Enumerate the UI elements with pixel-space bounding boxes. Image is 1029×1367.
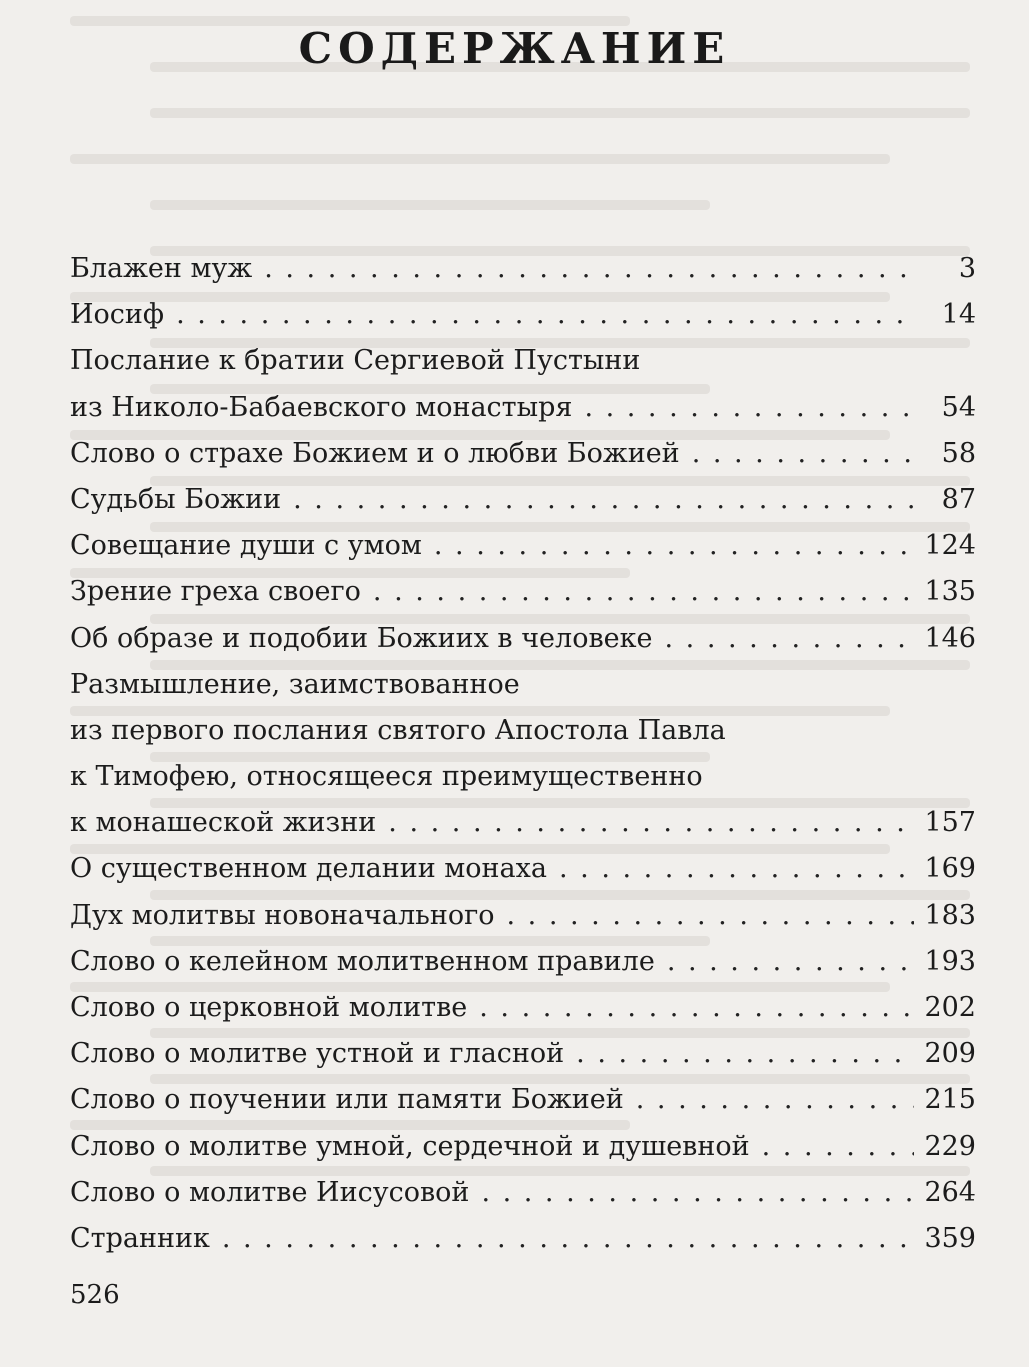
- toc-entry-title: Дух молитвы новоначального: [70, 899, 495, 931]
- toc-entry-title: Слово о молитве устной и гласной: [70, 1038, 565, 1070]
- toc-entry: [70, 1170, 976, 1216]
- toc-page-number: 229: [924, 1130, 976, 1162]
- dot-leader: [692, 431, 918, 477]
- toc-page-number: 135: [924, 576, 976, 608]
- toc-page-number: 209: [924, 1038, 976, 1070]
- dot-leader: [479, 985, 914, 1031]
- toc-entry-title: Зрение греха своего: [70, 576, 361, 608]
- toc-entry-title: Слово о молитве умной, сердечной и душевной: [70, 1130, 750, 1162]
- toc-page-number: 169: [924, 853, 976, 885]
- toc-entry: [70, 1124, 976, 1170]
- dot-leader: [507, 893, 915, 939]
- toc-entry: [70, 523, 976, 569]
- toc-entry-title: Послание к братии Сергиевой Пустыни: [70, 345, 641, 377]
- toc-entry-line: [70, 385, 976, 431]
- toc-entry-line: [70, 431, 976, 477]
- dot-leader: [559, 846, 914, 892]
- toc-entry-line: [70, 292, 976, 338]
- dot-leader: [373, 569, 915, 615]
- dot-leader: [762, 1124, 915, 1170]
- toc-page-number: 193: [924, 945, 976, 977]
- bleed-mark: [150, 200, 710, 210]
- page-number: 526: [70, 1280, 120, 1310]
- dot-leader: [636, 1077, 915, 1123]
- table-of-contents: [70, 246, 976, 1262]
- dot-leader: [481, 1170, 914, 1216]
- page-title: СОДЕРЖАНИЕ: [298, 24, 731, 73]
- bleed-mark: [70, 154, 890, 164]
- toc-entry-title: Слово о молитве Иисусовой: [70, 1176, 470, 1208]
- toc-page-number: 124: [924, 530, 976, 562]
- toc-entry-title: Блажен муж: [70, 253, 253, 284]
- toc-page-number: 202: [924, 992, 976, 1023]
- toc-entry-title: из Николо-Бабаевского монастыря: [70, 391, 573, 423]
- dot-leader: [667, 939, 915, 985]
- toc-entry: [70, 1031, 976, 1077]
- toc-page-number: 359: [924, 1222, 976, 1254]
- dot-leader: [576, 1031, 914, 1077]
- toc-entry-line: [70, 1216, 976, 1262]
- toc-entry: [70, 939, 976, 985]
- toc-entry-line: [70, 569, 976, 615]
- toc-entry-title: Странник: [70, 1222, 210, 1254]
- toc-entry-line: [70, 246, 976, 292]
- toc-page-number: 87: [941, 483, 976, 515]
- toc-entry: [70, 1216, 976, 1262]
- toc-page-number: 183: [924, 899, 976, 931]
- dot-leader: [388, 800, 914, 846]
- toc-entry-line: [70, 893, 976, 939]
- toc-entry-title: Иосиф: [70, 299, 165, 331]
- toc-entry-title: к монашеской жизни: [70, 807, 377, 839]
- toc-entry: [70, 246, 976, 292]
- toc-page-number: 58: [941, 437, 976, 469]
- toc-page-number: 146: [924, 622, 976, 654]
- toc-entry-title: Судьбы Божии: [70, 483, 282, 515]
- toc-entry-title: из первого послания святого Апостола Павла: [70, 714, 726, 746]
- toc-entry-title: Совещание души с умом: [70, 530, 422, 562]
- toc-entry: [70, 616, 976, 662]
- toc-page-number: 215: [924, 1084, 976, 1116]
- dot-leader: [264, 246, 918, 292]
- toc-entry-line: [70, 1077, 976, 1123]
- toc-page-number: 3: [958, 253, 976, 284]
- toc-entry: [70, 893, 976, 939]
- toc-entry-line: [70, 939, 976, 985]
- toc-entry: [70, 292, 976, 338]
- toc-entry-title: О существенном делании монаха: [70, 853, 547, 885]
- toc-page-number: 54: [941, 391, 976, 423]
- toc-page-number: 157: [924, 807, 976, 839]
- toc-entry-line: [70, 662, 976, 708]
- toc-entry-line: [70, 616, 976, 662]
- toc-entry-title: Размышление, заимствованное: [70, 668, 520, 700]
- bleed-mark: [150, 108, 970, 118]
- toc-entry: [70, 985, 976, 1031]
- toc-entry-line: [70, 1031, 976, 1077]
- toc-entry: [70, 662, 976, 847]
- toc-entry-line: [70, 985, 976, 1031]
- toc-page-number: 264: [924, 1176, 976, 1208]
- toc-entry-line: [70, 477, 976, 523]
- dot-leader: [434, 523, 915, 569]
- toc-entry-title: Слово о страхе Божием и о любви Божией: [70, 437, 680, 469]
- toc-entry: [70, 477, 976, 523]
- toc-entry-title: к Тимофею, относящееся преимущественно: [70, 761, 703, 793]
- toc-entry-title: Слово о келейном молитвенном правиле: [70, 945, 655, 977]
- toc-entry: [70, 569, 976, 615]
- dot-leader: [176, 292, 918, 338]
- toc-entry-line: [70, 338, 976, 384]
- toc-entry-title: Об образе и подобии Божиих в человеке: [70, 622, 653, 654]
- toc-entry-line: [70, 754, 976, 800]
- toc-entry-line: [70, 1124, 976, 1170]
- toc-page-number: 14: [941, 299, 976, 331]
- toc-entry-title: Слово о церковной молитве: [70, 992, 468, 1023]
- dot-leader: [293, 477, 918, 523]
- toc-entry-line: [70, 846, 976, 892]
- toc-entry: [70, 1077, 976, 1123]
- toc-entry: [70, 431, 976, 477]
- toc-entry-line: [70, 708, 976, 754]
- toc-entry-line: [70, 1170, 976, 1216]
- toc-entry-line: [70, 800, 976, 846]
- dot-leader: [584, 385, 918, 431]
- dot-leader: [222, 1216, 915, 1262]
- dot-leader: [664, 616, 914, 662]
- toc-entry: [70, 846, 976, 892]
- toc-entry-line: [70, 523, 976, 569]
- toc-entry: [70, 338, 976, 430]
- toc-entry-title: Слово о поучении или памяти Божией: [70, 1084, 624, 1116]
